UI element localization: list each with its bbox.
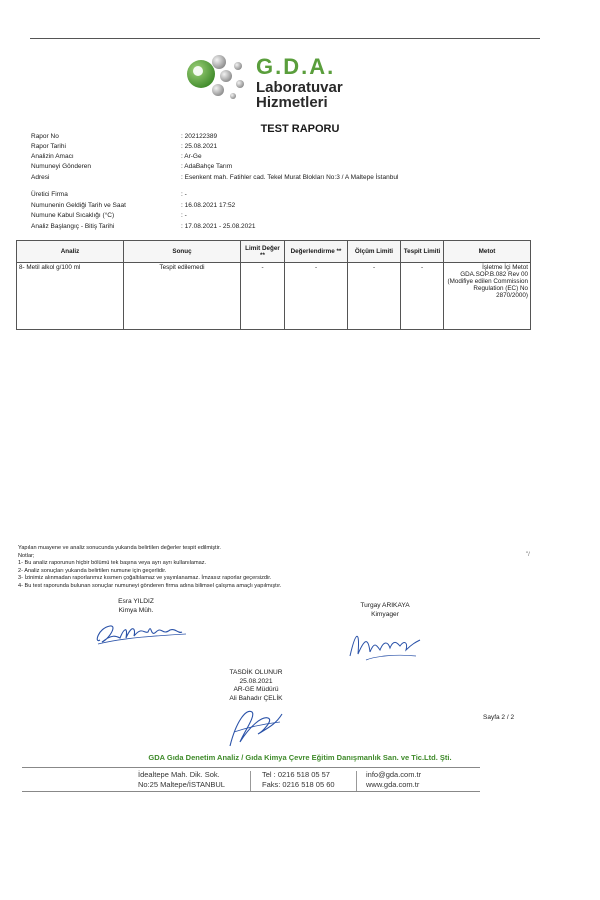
info-label: Analizin Amacı — [31, 153, 74, 160]
logo-subtitle-line1: Laboratuvar — [256, 79, 343, 96]
info-row-address — [31, 173, 398, 183]
report-title: TEST RAPORU — [260, 123, 340, 135]
column-header-method: Metot — [444, 241, 531, 263]
info-value: : Esenkent mah. Fatihler cad. Tekel Murat Blokları No:3 / A Maltepe İstanbul — [181, 174, 399, 181]
table-header-row — [17, 241, 531, 263]
footer-phones — [262, 770, 335, 790]
info-value: : 202122389 — [181, 133, 218, 140]
info-row-report-no — [31, 132, 217, 142]
footer-rule — [22, 767, 480, 768]
note-line: 3- İzinimiz alınmadan raporlarımız kısmen çoğaltılamaz ve yayınlanamaz. İmzasız raporlar geçersizdir. — [18, 575, 272, 582]
signer-left — [96, 598, 176, 615]
info-value: : - — [181, 191, 187, 198]
table-row — [17, 263, 531, 330]
footer-website[interactable]: www.gda.com.tr — [366, 780, 420, 789]
cell-limit: - — [241, 263, 285, 330]
logo-brand: G.D.A. — [256, 54, 336, 79]
cell-detection-limit: - — [401, 263, 444, 330]
column-header-limit: Limit Değer ** — [241, 241, 285, 263]
footer-phone: Tel : 0216 518 05 57 — [262, 770, 330, 779]
info-value: : 25.08.2021 — [181, 143, 218, 150]
info-row-manufacturer — [31, 190, 187, 200]
info-label: Analiz Başlangıç - Bitiş Tarihi — [31, 223, 115, 230]
signer-right-title: Kimyager — [371, 610, 399, 618]
info-row-analysis-dates — [31, 222, 255, 232]
footer-divider — [250, 771, 251, 791]
results-table — [16, 240, 531, 330]
cell-result: Tespit edilemedi — [124, 263, 241, 330]
approval-name: Ali Bahadır ÇELİK — [229, 694, 283, 702]
footer-address-line2: No:25 Maltepe/İSTANBUL — [138, 780, 225, 789]
logo-subtitle — [256, 80, 343, 110]
info-row-sender — [31, 162, 232, 172]
info-value: : 16.08.2021 17:52 — [181, 202, 236, 209]
note-line: 4- Bu test raporunda bulunan sonuçlar numuneyi gönderen firma adına bilimsel çalışma amaçlı yapılmıştır. — [18, 582, 282, 589]
approval-date: 25.08.2021 — [239, 677, 273, 685]
footer-address — [138, 770, 225, 790]
info-row-report-date — [31, 142, 217, 152]
info-row-arrival — [31, 201, 235, 211]
info-value: : Ar-Ge — [181, 153, 202, 160]
logo-subtitle-line2: Hizmetleri — [256, 94, 328, 111]
info-row-temperature — [31, 211, 187, 221]
info-label: Üretici Firma — [31, 191, 68, 198]
approval-role: AR-GE Müdürü — [233, 686, 279, 693]
column-header-result: Sonuç — [124, 241, 241, 263]
footer-company: GDA Gıda Denetim Analiz / Gıda Kimya Çevre Eğitim Danışmanlık San. ve Tic.Ltd. Şti. — [148, 753, 452, 762]
info-label: Rapor Tarihi — [31, 143, 66, 150]
margin-mark: "/ — [526, 552, 530, 558]
report-notes — [18, 545, 281, 591]
info-value: : 17.08.2021 - 25.08.2021 — [181, 223, 256, 230]
column-header-detection-limit: Tespit Limiti — [401, 241, 444, 263]
footer-fax: Faks: 0216 518 05 60 — [262, 780, 335, 789]
signer-left-name: Esra YILDIZ — [118, 598, 154, 605]
signature-center-icon — [222, 702, 292, 752]
info-row-purpose — [31, 152, 202, 162]
note-line: 1- Bu analiz raporunun hiçbir bölümü tek başına veya ayrı ayrı kullanılamaz. — [18, 560, 207, 567]
note-line: 2- Analiz sonuçları yukarıda belirtilen numune için geçerlidir. — [18, 567, 167, 574]
info-label: Adresi — [31, 174, 50, 181]
signer-right-name: Turgay ARIKAYA — [360, 602, 410, 609]
cell-method: İşletme İçi Metot GDA.SOP.B.082 Rev 00 (Modifiye edilen Commission Regulation (EC) No 2870/2000) — [444, 263, 531, 330]
info-label: Rapor No — [31, 133, 59, 140]
approval-stamp: TASDİK OLUNUR — [229, 669, 283, 676]
column-header-analysis: Analiz — [17, 241, 124, 263]
column-header-measurement-limit: Ölçüm Limiti — [348, 241, 401, 263]
note-line: Notlar; — [18, 552, 35, 559]
footer-address-line1: İdealtepe Mah. Dik. Sok. — [138, 770, 220, 779]
page-number: Sayfa 2 / 2 — [483, 714, 515, 721]
footer-bottom-rule — [22, 791, 480, 792]
signer-right — [345, 602, 425, 619]
info-label: Numune Kabul Sıcaklığı (°C) — [31, 212, 115, 219]
column-header-evaluation: Değerlendirme ** — [285, 241, 348, 263]
top-rule — [30, 38, 540, 39]
cell-measurement-limit: - — [348, 263, 401, 330]
info-value: : - — [181, 212, 187, 219]
signer-left-title: Kimya Müh. — [118, 606, 154, 614]
signature-right-icon — [346, 626, 426, 666]
cell-analysis: 8- Metil alkol g/100 ml — [17, 263, 124, 330]
cell-evaluation: - — [285, 263, 348, 330]
gda-logo-icon — [186, 52, 252, 102]
info-label: Numuneyi Gönderen — [31, 163, 91, 170]
footer-contact — [366, 770, 421, 790]
approval-block — [216, 669, 296, 703]
info-value: : AdaBahçe Tarım — [181, 163, 233, 170]
signature-left-icon — [92, 614, 192, 648]
footer-divider — [356, 771, 357, 791]
note-line: Yapılan muayene ve analiz sonucunda yukarıda belirtilen değerler tespit edilmiştir. — [18, 545, 221, 551]
footer-email[interactable]: info@gda.com.tr — [366, 770, 422, 779]
info-label: Numunenin Geldiği Tarih ve Saat — [31, 202, 126, 209]
